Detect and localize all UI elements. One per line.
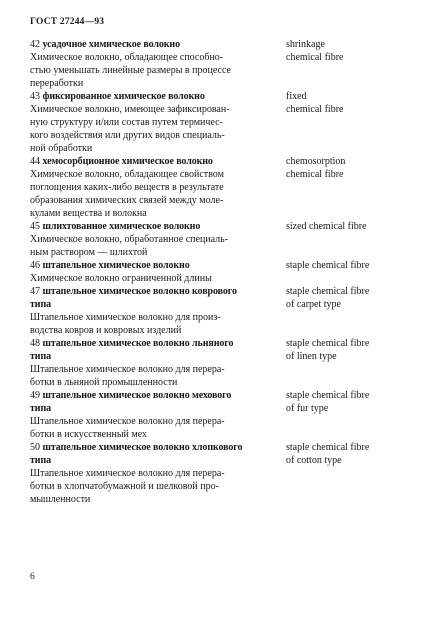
definition-line: Штапельное химическое волокно для перера-	[30, 364, 225, 375]
term-name: штапельное химическое волокно мехового	[42, 390, 232, 401]
term-entry	[30, 285, 410, 337]
term-name: шлихтованное химическое волокно	[42, 221, 201, 232]
definition-line: кого воздействия или других видов специаль-	[30, 130, 225, 141]
term-line	[30, 402, 276, 415]
terms-list	[30, 38, 410, 506]
term-entry	[30, 441, 410, 506]
russian-column	[30, 90, 276, 155]
english-term-line: sized chemical fibre	[286, 221, 367, 232]
english-term-line: staple chemical fibre	[286, 338, 370, 349]
english-term-line: staple chemical fibre	[286, 390, 370, 401]
definition-line: поглощения каких-либо веществ в результате	[30, 182, 224, 193]
term-name: усадочное химическое волокно	[42, 39, 180, 50]
english-column	[276, 259, 410, 285]
english-column	[276, 389, 410, 441]
english-column	[276, 38, 410, 90]
term-line	[30, 298, 276, 311]
document-header: ГОСТ 27244—93	[30, 17, 105, 27]
english-column	[276, 337, 410, 389]
term-name: фиксированное химическое волокно	[42, 91, 205, 102]
definition-line: водства ковров и ковровых изделий	[30, 325, 182, 336]
russian-column	[30, 285, 276, 337]
definition-line: Химическое волокно ограниченной длины	[30, 273, 212, 284]
term-number: 47	[30, 286, 40, 297]
english-term-line: shrinkage	[286, 39, 325, 50]
definition-line: ным раствором — шлихтой	[30, 247, 148, 258]
russian-column	[30, 337, 276, 389]
russian-column	[30, 259, 276, 285]
term-entry	[30, 259, 410, 285]
term-line	[30, 38, 276, 51]
definition-line: Химическое волокно, обладающее свойством	[30, 169, 224, 180]
english-column	[276, 441, 410, 506]
term-name: штапельное химическое волокно	[42, 260, 190, 271]
definition-line: ботки в льняной промышленности	[30, 377, 178, 388]
term-number: 43	[30, 91, 40, 102]
russian-column	[30, 155, 276, 220]
term-line	[30, 454, 276, 467]
term-name: хемосорбционное химическое волокно	[42, 156, 213, 167]
page-number: 6	[30, 572, 35, 582]
term-number: 46	[30, 260, 40, 271]
term-name: типа	[30, 403, 52, 414]
english-term-line: of fur type	[286, 403, 329, 414]
english-column	[276, 220, 410, 259]
english-term-line: chemical fibre	[286, 104, 344, 115]
term-line	[30, 90, 276, 103]
term-line	[30, 155, 276, 168]
term-number: 50	[30, 442, 40, 453]
definition-line: ботки в искусственный мех	[30, 429, 148, 440]
term-number: 42	[30, 39, 40, 50]
definition-line: Химическое волокно, имеющее зафиксирован-	[30, 104, 230, 115]
english-term-line: chemical fibre	[286, 169, 344, 180]
english-term-line: of cotton type	[286, 455, 342, 466]
definition-line: Штапельное химическое волокно для перера-	[30, 416, 225, 427]
term-entry	[30, 220, 410, 259]
term-number: 45	[30, 221, 40, 232]
definition-line: ной обработки	[30, 143, 93, 154]
russian-column	[30, 441, 276, 506]
term-entry	[30, 389, 410, 441]
term-line	[30, 285, 276, 298]
term-name: типа	[30, 299, 52, 310]
english-column	[276, 155, 410, 220]
term-line	[30, 441, 276, 454]
russian-column	[30, 220, 276, 259]
term-line	[30, 220, 276, 233]
term-name: типа	[30, 351, 52, 362]
english-term-line: chemical fibre	[286, 52, 344, 63]
english-term-line: of linen type	[286, 351, 337, 362]
term-entry	[30, 38, 410, 90]
term-line	[30, 337, 276, 350]
definition-line: мышленности	[30, 494, 91, 505]
definition-line: стью уменьшать линейные размеры в процессе	[30, 65, 231, 76]
definition-line: переработки	[30, 78, 84, 89]
definition-line: Химическое волокно, обладающее способно-	[30, 52, 224, 63]
term-number: 48	[30, 338, 40, 349]
english-column	[276, 90, 410, 155]
english-term-line: chemosorption	[286, 156, 346, 167]
definition-line: кулами вещества и волокна	[30, 208, 147, 219]
english-term-line: staple chemical fibre	[286, 260, 370, 271]
term-number: 49	[30, 390, 40, 401]
definition-line: Химическое волокно, обработанное специаль-	[30, 234, 229, 245]
term-line	[30, 350, 276, 363]
russian-column	[30, 38, 276, 90]
definition-line: ботки в хлопчатобумажной и шелковой про-	[30, 481, 219, 492]
russian-column	[30, 389, 276, 441]
english-term-line: fixed	[286, 91, 307, 102]
english-term-line: of carpet type	[286, 299, 341, 310]
english-column	[276, 285, 410, 337]
term-line	[30, 259, 276, 272]
term-entry	[30, 155, 410, 220]
term-name: штапельное химическое волокно хлопкового	[42, 442, 243, 453]
term-name: штапельное химическое волокно коврового	[42, 286, 237, 297]
term-entry	[30, 90, 410, 155]
english-term-line: staple chemical fibre	[286, 442, 370, 453]
term-entry	[30, 337, 410, 389]
english-term-line: staple chemical fibre	[286, 286, 370, 297]
term-name: штапельное химическое волокно льняного	[42, 338, 234, 349]
definition-line: Штапельное химическое волокно для перера-	[30, 468, 225, 479]
term-name: типа	[30, 455, 52, 466]
term-number: 44	[30, 156, 40, 167]
definition-line: Штапельное химическое волокно для произ-	[30, 312, 221, 323]
definition-line: образования химических связей между моле-	[30, 195, 224, 206]
definition-line: ную структуру и/или состав путем термичес-	[30, 117, 223, 128]
term-line	[30, 389, 276, 402]
